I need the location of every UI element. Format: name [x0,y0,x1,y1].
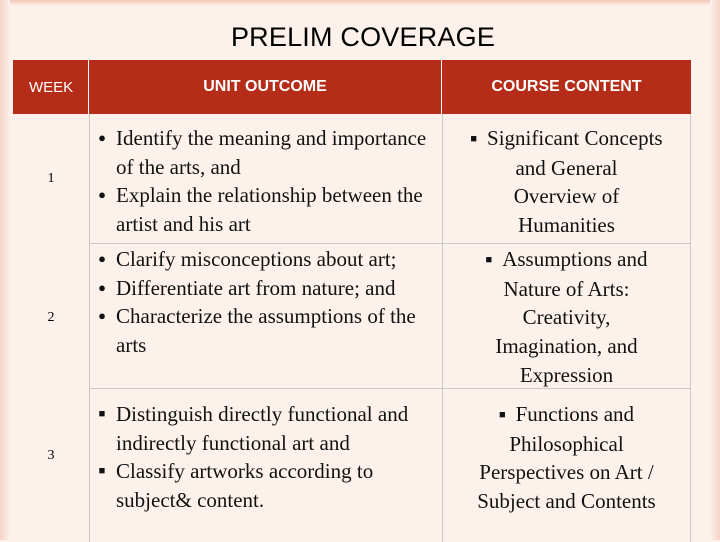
course-content-line: Creativity, [522,305,611,330]
course-content-cell [442,400,691,516]
course-content-line: and General [515,155,618,180]
unit-outcome-cell [89,124,442,239]
course-content-line: Expression [519,362,614,387]
list-item: ● Clarify misconceptions about art; [89,245,442,274]
course-content-line: Overview of [513,184,620,209]
header-week: WEEK [13,60,89,114]
list-item: ● Characterize the assumptions of the arts [89,302,442,359]
square-bullet-icon: ■ [498,409,506,421]
course-content-line: ■ Significant Concepts [470,126,663,150]
course-content-line: Nature of Arts: [503,276,630,301]
week-number: 1 [47,171,55,186]
round-bullet-icon: ● [98,187,106,203]
square-bullet-icon: ■ [98,465,106,478]
left-edge-decoration [0,0,10,540]
list-item: ■ Classify artworks according to subject& content. [89,457,442,514]
unit-outcome-cell [89,400,442,515]
list-item: ■ Distinguish directly functional and indirectly functional art and [89,400,442,457]
row-divider [89,243,691,244]
course-content-cell [442,245,691,390]
course-content-line: ■ Functions and [498,402,635,426]
slide-title: PRELIM COVERAGE [230,22,496,52]
round-bullet-icon: ● [98,279,106,295]
week-number: 2 [47,310,55,325]
round-bullet-icon: ● [98,130,106,145]
round-bullet-icon: ● [98,251,106,266]
right-edge-decoration [710,0,720,540]
header-unit-outcome: UNIT OUTCOME [89,60,442,114]
header-course-content: COURSE CONTENT [442,60,691,114]
course-content-line: Philosophical [509,431,624,456]
list-item: ● Identify the meaning and importance of the arts, and [89,124,442,181]
week-number: 3 [47,448,55,463]
square-bullet-icon: ■ [485,254,493,266]
course-content-line: Perspectives on Art / [479,460,654,485]
top-edge-decoration [0,0,720,6]
course-content-cell [442,124,691,240]
coverage-table [13,60,691,542]
course-content-line: Humanities [518,213,615,238]
list-item: ● Differentiate art from nature; and [89,274,442,303]
list-item: ● Explain the relationship between the artist and his art [89,181,442,238]
course-content-line: Imagination, and [495,334,638,359]
course-content-line: Subject and Contents [477,489,656,514]
course-content-line: ■ Assumptions and [485,247,648,271]
square-bullet-icon: ■ [470,133,478,145]
round-bullet-icon: ● [98,308,106,324]
unit-outcome-cell [89,245,442,360]
square-bullet-icon: ■ [98,408,106,420]
